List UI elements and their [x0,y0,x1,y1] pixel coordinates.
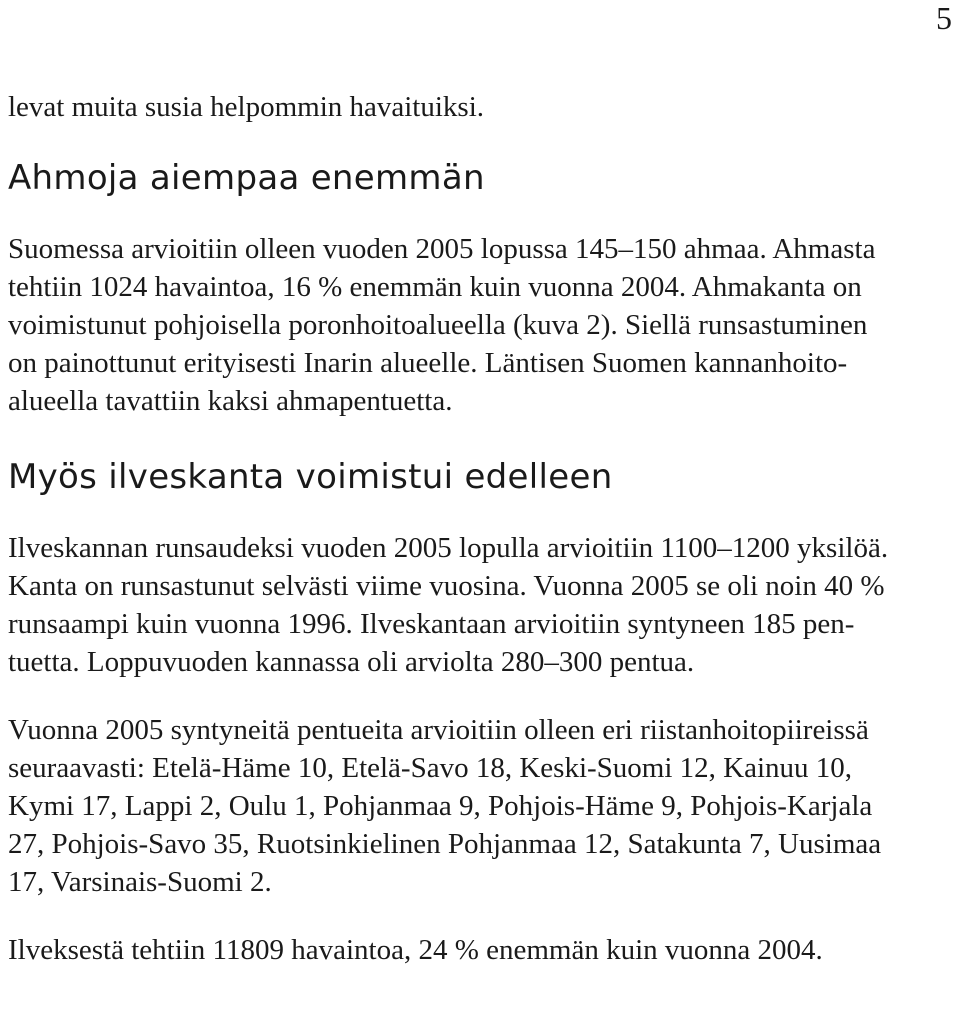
text-line: Kanta on runsastunut selvästi viime vuosina. Vuonna 2005 se oli noin 40 % [8,570,885,602]
text-line: Kymi 17, Lappi 2, Oulu 1, Pohjanmaa 9, Pohjois-Häme 9, Pohjois-Karjala [8,790,873,822]
text-line: Vuonna 2005 syntyneitä pentueita arvioitiin olleen eri riistanhoitopiireissä [8,714,869,746]
text-line: voimistunut pohjoisella poronhoitoalueella (kuva 2). Siellä runsastuminen [8,309,868,341]
text-line: tuetta. Loppuvuoden kannassa oli arviolta 280–300 pentua. [8,646,695,678]
text-line: Ilveskannan runsaudeksi vuoden 2005 lopulla arvioitiin 1100–1200 yksilöä. [8,532,889,564]
paragraph-ahmoja [8,230,954,420]
paragraph-ilves-3 [8,931,954,969]
paragraph-ilves-1 [8,529,954,681]
text-line: 27, Pohjois-Savo 35, Ruotsinkielinen Pohjanmaa 12, Satakunta 7, Uusimaa [8,828,882,860]
text-line: seuraavasti: Etelä-Häme 10, Etelä-Savo 18, Keski-Suomi 12, Kainuu 10, [8,752,853,784]
text-line: tehtiin 1024 havaintoa, 16 % enemmän kuin vuonna 2004. Ahmakanta on [8,271,862,303]
document-body [8,88,954,969]
page-number: 5 [936,0,952,36]
paragraph-ilves-2 [8,711,954,901]
text-line: alueella tavattiin kaksi ahmapentuetta. [8,385,453,417]
text-line: Ilveksestä tehtiin 11809 havaintoa, 24 % enemmän kuin vuonna 2004. [8,934,823,966]
intro-line: levat muita susia helpommin havaituiksi. [8,91,485,123]
section-heading-ilves: Myös ilveskanta voimistui edelleen [8,457,613,497]
text-line: 17, Varsinais-Suomi 2. [8,866,272,898]
text-line: Suomessa arvioitiin olleen vuoden 2005 lopussa 145–150 ahmaa. Ahmasta [8,233,876,265]
text-line: on painottunut erityisesti Inarin alueelle. Läntisen Suomen kannanhoito- [8,347,848,379]
text-line: runsaampi kuin vuonna 1996. Ilveskantaan arvioitiin syntyneen 185 pen- [8,608,855,640]
section-heading-ahmoja: Ahmoja aiempaa enemmän [8,158,485,198]
